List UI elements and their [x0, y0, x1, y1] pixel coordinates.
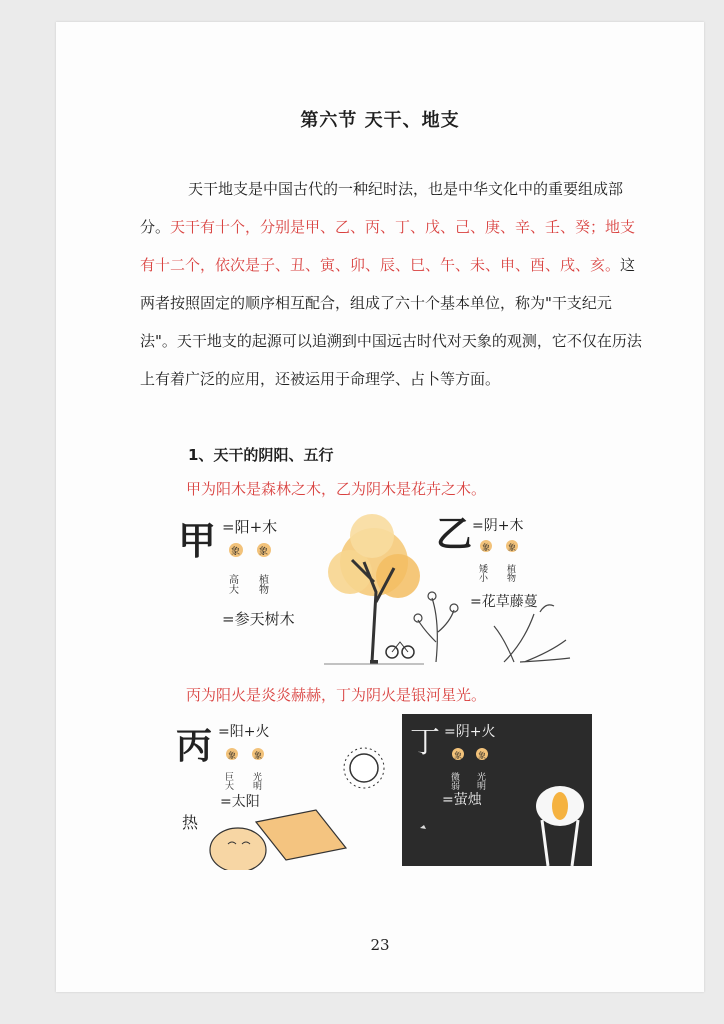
jia-symbol-1: 象	[231, 547, 241, 557]
page-title: 第六节 天干、地支	[300, 110, 460, 131]
bing-result: =太阳	[220, 794, 260, 810]
sweating-person-illustration	[210, 810, 346, 870]
document-page	[56, 22, 704, 992]
jia-symbol-2: 象	[259, 547, 269, 557]
jia-result: =参天树木	[222, 610, 295, 628]
jia-formula: =阳+木	[222, 518, 278, 536]
bing-symbol-2: 象	[254, 751, 262, 760]
para-text-3: 这两者按照固定的顺序相互配合，组成了六十个基本单位，称为"干支纪元法"。天干地支的起源可以追溯到中国远古时代对天象的观测，它不仅在历法上有着广泛的应用，还被运用于命理学、占卜等方面。	[140, 256, 642, 388]
bing-symbol-1: 象	[228, 751, 236, 760]
ding-formula: =阴+火	[444, 724, 496, 740]
yi-glyph: 乙	[436, 513, 473, 555]
ding-note-2: 光明	[475, 772, 485, 790]
yi-formula: =阴+木	[472, 518, 524, 534]
para-text-1: 天干地支是中国古代的一种纪时法，也是中华文化中的重要组成部分。	[140, 180, 624, 236]
yi-symbol-1: 象	[482, 543, 490, 552]
page-number: 23	[370, 936, 390, 954]
section-heading: 1、天干的阴阳、五行	[188, 446, 334, 464]
ding-glyph: 丁	[410, 725, 440, 760]
bing-formula: =阳+火	[218, 724, 270, 740]
hot-label: 热	[182, 813, 199, 832]
yi-result: =花草藤蔓	[470, 594, 538, 610]
tree-illustration	[324, 514, 424, 664]
jia-note-1: 高大	[226, 574, 238, 594]
illustration-bing-ding	[176, 710, 596, 870]
yi-symbol-2: 象	[508, 543, 516, 552]
yi-note-2: 植物	[505, 564, 515, 582]
ding-note-1: 微弱	[449, 772, 459, 790]
ding-symbol-2: 象	[478, 751, 486, 760]
bing-glyph: 丙	[176, 725, 213, 767]
yi-note-1: 矮小	[477, 564, 487, 582]
sun-illustration	[344, 748, 384, 788]
bing-note-1: 巨大	[223, 772, 233, 790]
intro-paragraph	[140, 170, 648, 398]
jia-note-2: 植物	[256, 574, 268, 594]
para-text-red: 天干有十个，分别是甲、乙、丙、丁、戊、己、庚、辛、壬、癸；地支有十二个，依次是子、丑、寅、卯、辰、巳、午、未、申、酉、戌、亥。	[140, 218, 636, 274]
bing-note-2: 光明	[251, 772, 261, 790]
jia-glyph: 甲	[178, 518, 217, 563]
ding-result: =萤烛	[442, 792, 482, 808]
caption-jia-yi: 甲为阳木是森林之木，乙为阴木是花卉之木。	[186, 480, 487, 498]
illustration-jia-yi	[174, 502, 574, 674]
ding-symbol-1: 象	[454, 751, 462, 760]
caption-bing-ding: 丙为阳火是炎炎赫赫，丁为阴火是银河星光。	[186, 686, 487, 704]
